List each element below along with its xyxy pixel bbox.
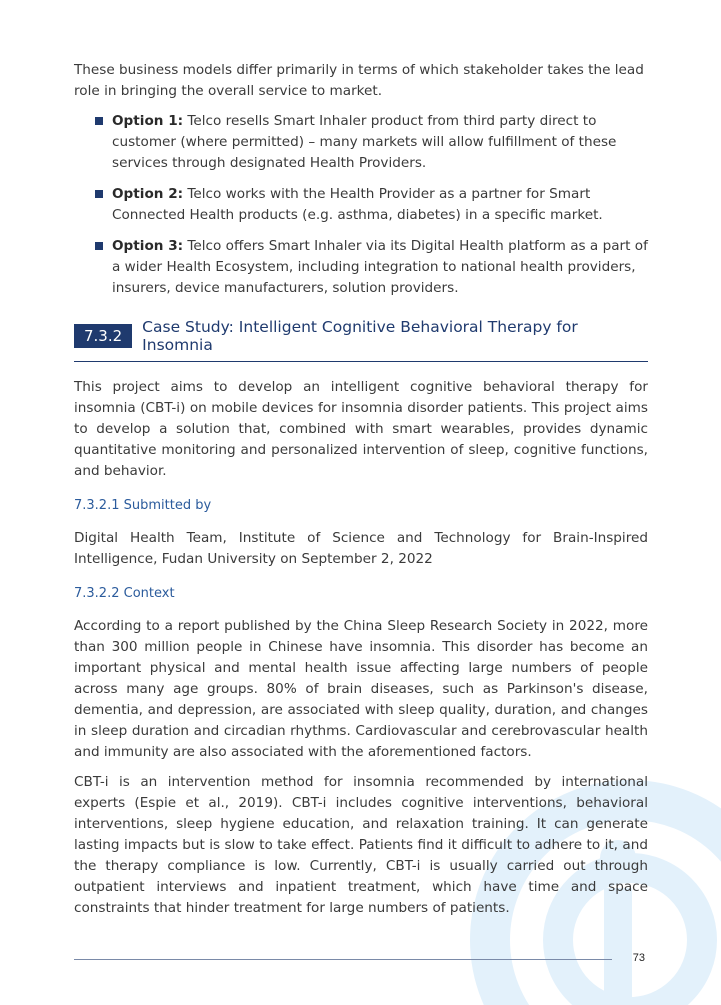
options-list bbox=[74, 111, 648, 299]
context-paragraph: CBT-i is an intervention method for insomnia recommended by international experts (Espie et al., 2019). CBT-i includes cognitive interventions, behavioral interventions, sleep hygiene education, and relaxation training. It can generate lasting impacts but is slow to take effect. Patients find it difficult to adhere to it, and the therapy compliance is low. Currently, CBT-i is usually carried out through outpatient interviews and inpatient treatment, which have time and space constraints that hinder treatment for large numbers of patients. bbox=[74, 774, 648, 916]
page-content bbox=[74, 60, 648, 928]
option-text: Telco works with the Health Provider as a partner for Smart Connected Health products (e.g. asthma, diabetes) in a specific market. bbox=[112, 186, 603, 223]
list-item bbox=[74, 184, 648, 226]
subsection-heading-submitted: 7.3.2.1 Submitted by bbox=[74, 498, 212, 513]
context-paragraph: According to a report published by the China Sleep Research Society in 2022, more than 300 million people in Chinese have insomnia. This disorder has become an important physical and mental health issue affecting large numbers of people across many age groups. 80% of brain diseases, such as Parkinson's disease, dementia, and depression, are associated with sleep quality, duration, and changes in sleep duration and circadian rhythms. Cardiovascular and cerebrovascular health and immunity are also associated with the aforementioned factors. bbox=[74, 618, 648, 760]
option-label: Option 3: bbox=[112, 238, 184, 254]
section-summary: This project aims to develop an intelligent cognitive behavioral therapy for insomnia (CBT-i) on mobile devices for insomnia disorder patients. This project aims to develop a solution that, combined with smart wearables, provides dynamic quantitative monitoring and personalized intervention of sleep, cognitive functions, and behavior. bbox=[74, 379, 648, 479]
list-item bbox=[74, 111, 648, 174]
intro-paragraph: These business models differ primarily in terms of which stakeholder takes the lead role in bringing the overall service to market. bbox=[74, 62, 644, 99]
page-footer bbox=[74, 952, 648, 968]
section-title: Case Study: Intelligent Cognitive Behavioral Therapy for Insomnia bbox=[142, 318, 578, 354]
submitted-by-text: Digital Health Team, Institute of Science and Technology for Brain-Inspired Intelligence, Fudan University on September 2, 2022 bbox=[74, 530, 648, 567]
list-item bbox=[74, 236, 648, 299]
option-label: Option 2: bbox=[112, 186, 184, 202]
option-label: Option 1: bbox=[112, 113, 184, 129]
square-bullet-icon bbox=[95, 117, 103, 125]
page-number: 73 bbox=[632, 952, 645, 964]
subsection-heading-context: 7.3.2.2 Context bbox=[74, 586, 175, 601]
section-number: 7.3.2 bbox=[74, 324, 132, 348]
square-bullet-icon bbox=[95, 242, 103, 250]
footer-divider bbox=[74, 959, 612, 960]
option-text: Telco resells Smart Inhaler product from third party direct to customer (where permitted) – many markets will allow fulfillment of these services through designated Health Providers. bbox=[112, 113, 617, 171]
option-text: Telco offers Smart Inhaler via its Digital Health platform as a part of a wider Health Ecosystem, including integration to national health providers, insurers, device manufacturers, solution providers. bbox=[112, 238, 648, 296]
square-bullet-icon bbox=[95, 190, 103, 198]
section-heading bbox=[74, 318, 648, 362]
